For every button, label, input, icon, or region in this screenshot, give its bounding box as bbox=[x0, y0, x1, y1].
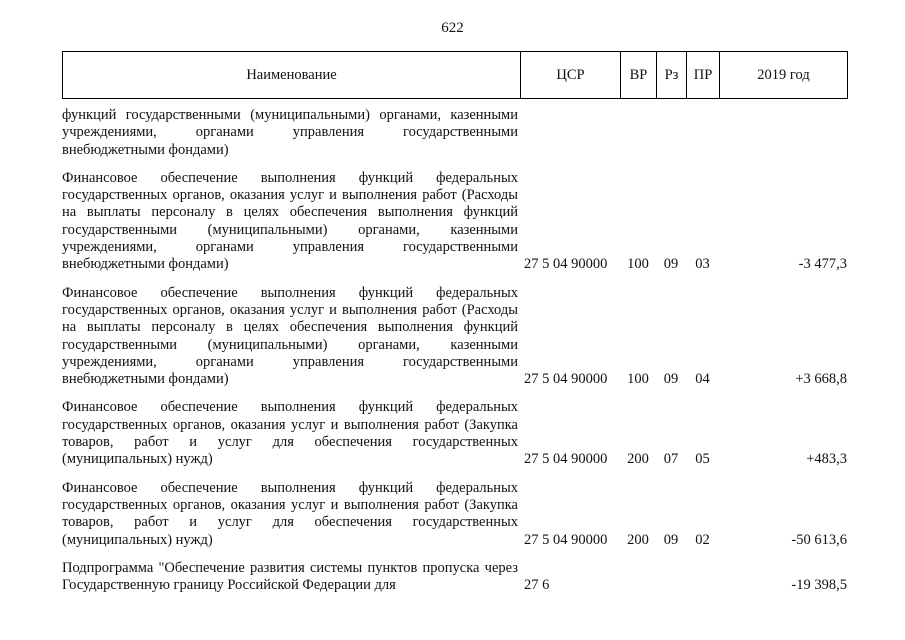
row-rz: 09 bbox=[663, 371, 679, 388]
row-rz bbox=[656, 107, 686, 170]
row-vr bbox=[620, 560, 656, 606]
table-row bbox=[62, 170, 847, 285]
row-csr: 27 5 04 90000 bbox=[524, 256, 608, 273]
row-name: Финансовое обеспечение выполнения функций федеральных государственных органов, оказания услуг и выполнения работ (Расходы на выплаты персоналу в целях обеспечения выполнения функций государственными (муниципальными) органами, казенными учреждениями, органами управления государственными внебюджетными фондами) bbox=[62, 169, 518, 273]
row-csr: 27 5 04 90000 bbox=[524, 371, 608, 388]
budget-table bbox=[62, 107, 847, 605]
table-row bbox=[62, 399, 847, 479]
row-name: функций государственными (муниципальными) органами, казенными учреждениями, органами управления государственными внебюджетными фондами) bbox=[62, 107, 518, 158]
header-vr: ВР bbox=[621, 52, 657, 99]
table-row bbox=[62, 480, 847, 560]
row-csr: 27 6 bbox=[524, 577, 550, 594]
row-vr bbox=[620, 107, 656, 170]
table-row bbox=[62, 107, 847, 170]
page-number: 622 bbox=[441, 20, 464, 36]
row-pr bbox=[686, 107, 719, 170]
row-amount: -50 613,6 bbox=[791, 531, 847, 548]
table-header bbox=[62, 51, 848, 99]
header-year: 2019 год bbox=[720, 52, 848, 99]
row-pr: 03 bbox=[695, 256, 710, 273]
row-vr: 100 bbox=[627, 256, 649, 273]
header-csr: ЦСР bbox=[521, 52, 621, 99]
row-vr: 200 bbox=[627, 451, 649, 468]
row-rz: 09 bbox=[663, 531, 679, 548]
row-pr: 05 bbox=[695, 451, 710, 468]
row-name: Финансовое обеспечение выполнения функций федеральных государственных органов, оказания услуг и выполнения работ (Закупка товаров, работ и услуг для обеспечения государственных (муниципальных) нужд) bbox=[62, 479, 518, 548]
header-name: Наименование bbox=[63, 52, 521, 99]
row-csr: 27 5 04 90000 bbox=[524, 451, 608, 468]
row-rz: 09 bbox=[663, 256, 679, 273]
row-amount bbox=[719, 107, 847, 170]
header-pr: ПР bbox=[687, 52, 720, 99]
row-pr: 04 bbox=[695, 371, 710, 388]
row-pr bbox=[686, 560, 719, 606]
row-csr: 27 5 04 90000 bbox=[524, 531, 608, 548]
row-vr: 200 bbox=[627, 531, 649, 548]
table-body bbox=[62, 107, 847, 605]
row-csr bbox=[520, 107, 620, 170]
row-rz: 07 bbox=[663, 451, 679, 468]
row-vr: 100 bbox=[627, 371, 649, 388]
header-rz: Рз bbox=[657, 52, 687, 99]
row-name: Подпрограмма "Обеспечение развития системы пунктов пропуска через Государственную границу Российской Федерации для bbox=[62, 559, 518, 594]
row-amount: -19 398,5 bbox=[791, 577, 847, 594]
row-rz bbox=[656, 560, 686, 606]
row-amount: +3 668,8 bbox=[795, 371, 847, 388]
row-pr: 02 bbox=[695, 531, 710, 548]
row-name: Финансовое обеспечение выполнения функций федеральных государственных органов, оказания услуг и выполнения работ (Расходы на выплаты персоналу в целях обеспечения выполнения функций государственными (муниципальными) органами, казенными учреждениями, органами управления государственными внебюджетными фондами) bbox=[62, 284, 518, 388]
row-amount: +483,3 bbox=[806, 451, 847, 468]
row-amount: -3 477,3 bbox=[798, 256, 847, 273]
row-name: Финансовое обеспечение выполнения функций федеральных государственных органов, оказания услуг и выполнения работ (Закупка товаров, работ и услуг для обеспечения государственных (муниципальных) нужд) bbox=[62, 399, 518, 468]
header-row bbox=[63, 52, 848, 99]
table-row bbox=[62, 560, 847, 606]
table-row bbox=[62, 285, 847, 400]
